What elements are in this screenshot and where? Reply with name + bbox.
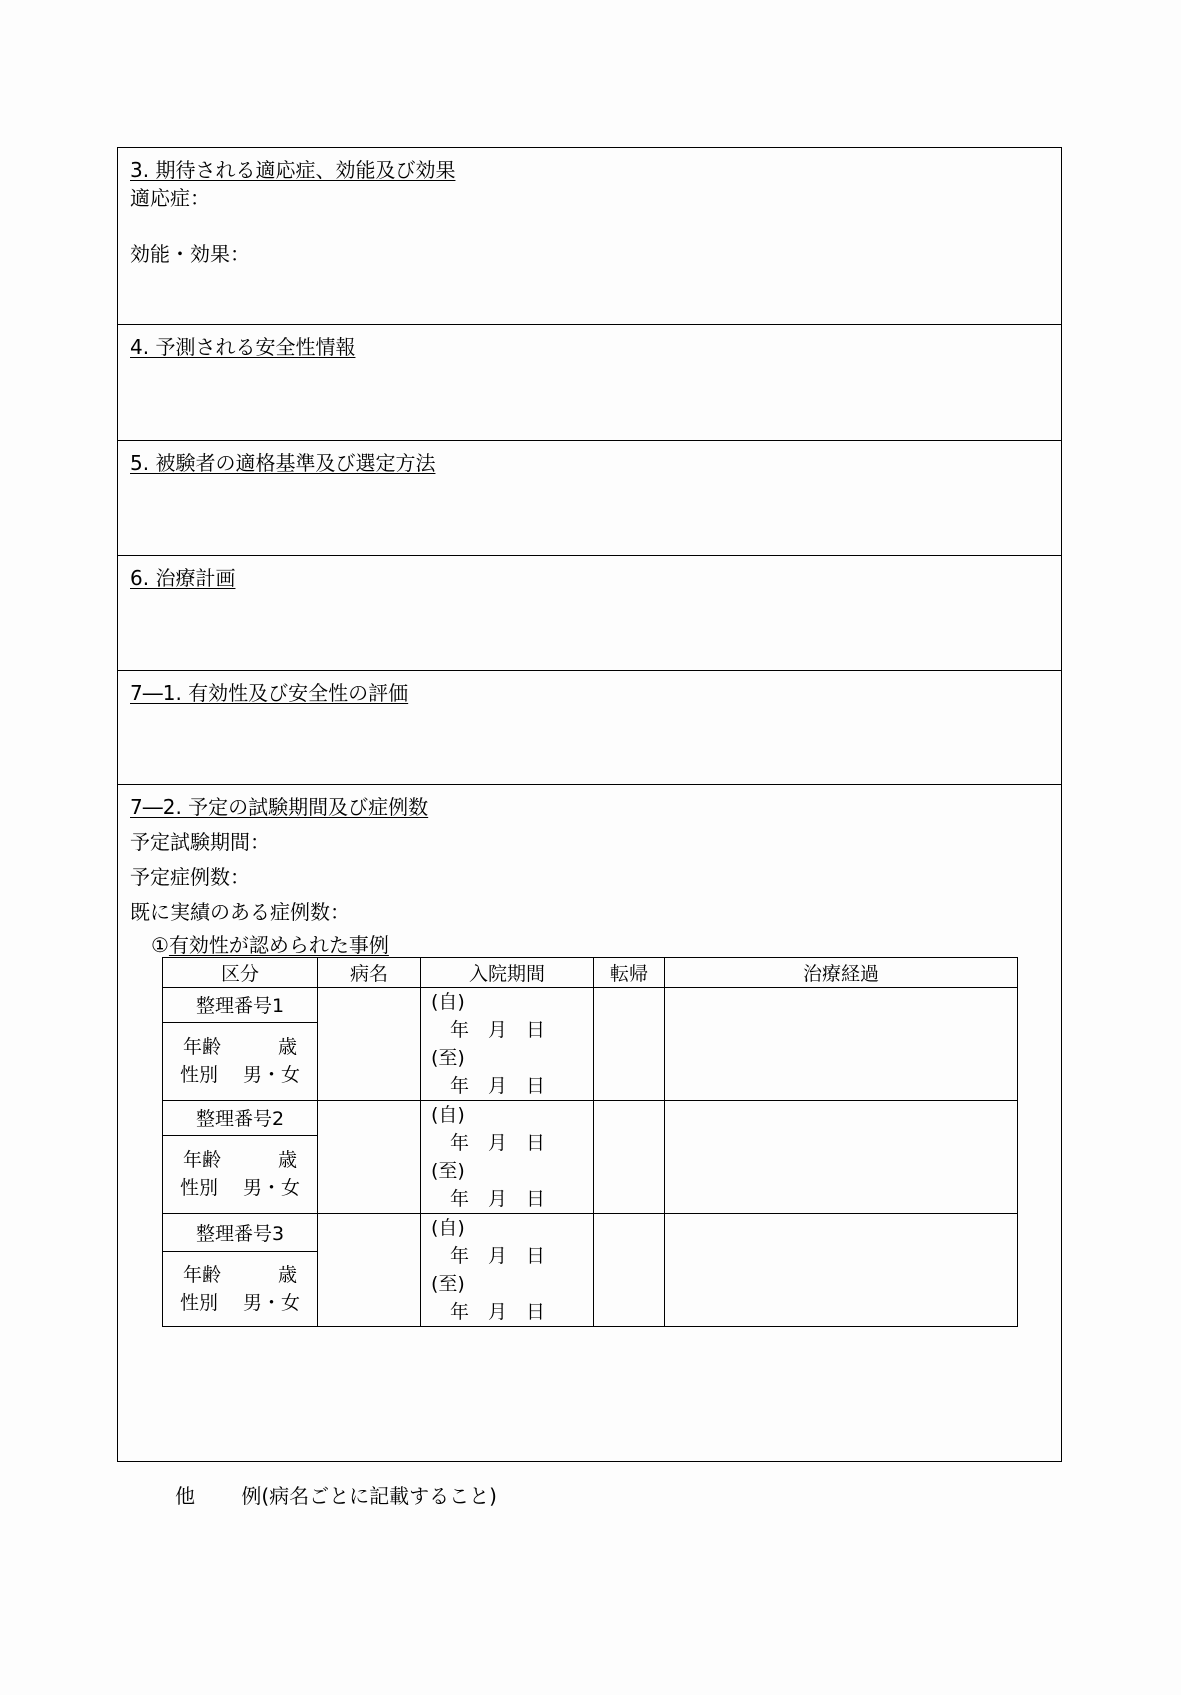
section-trial-period-cases (118, 785, 1061, 1508)
to-label: (至) (431, 1047, 465, 1069)
effective-cases-table (162, 957, 1018, 1327)
from-label: (自) (431, 1217, 465, 1239)
header-hospitalization-period: 入院期間 (421, 958, 594, 988)
section-heading: 7―2. 予定の試験期間及び症例数 (130, 795, 429, 819)
planned-period-label: 予定試験期間： (130, 830, 270, 854)
to-label: (至) (431, 1160, 465, 1182)
age-sex-cell[interactable] (163, 1252, 318, 1327)
section-heading: 7―1. 有効性及び安全性の評価 (130, 681, 409, 705)
efficacy-label: 効能・効果： (130, 242, 250, 266)
disease-name-cell[interactable] (318, 1101, 421, 1214)
planned-cases-label: 予定症例数： (130, 865, 250, 889)
sex-label: 性別 男・女 (179, 1177, 301, 1200)
from-label: (自) (431, 1104, 465, 1126)
case-id: 整理番号1 (163, 988, 318, 1023)
header-outcome: 転帰 (594, 958, 665, 988)
age-label: 年齢 歳 (182, 1149, 297, 1172)
to-date: 年 月 日 (431, 1301, 546, 1323)
treatment-course-cell[interactable] (665, 1214, 1018, 1327)
outcome-cell[interactable] (594, 1101, 665, 1214)
section-treatment-plan (118, 556, 1061, 671)
age-sex-cell[interactable] (163, 1135, 318, 1213)
to-label: (至) (431, 1273, 465, 1295)
section-heading: 5. 被験者の適格基準及び選定方法 (130, 451, 436, 475)
section-safety-info (118, 325, 1061, 441)
section-evaluation (118, 671, 1061, 785)
case-id: 整理番号3 (163, 1214, 318, 1252)
disease-name-cell[interactable] (318, 1214, 421, 1327)
indications-label: 適応症： (130, 186, 210, 210)
age-label: 年齢 歳 (182, 1036, 297, 1059)
subheading-text: 有効性が認められた事例 (168, 933, 389, 957)
age-label: 年齢 歳 (182, 1264, 297, 1287)
section-expected-indications (118, 148, 1061, 325)
table-row (163, 1214, 1018, 1252)
case-id: 整理番号2 (163, 1101, 318, 1136)
section-heading: 3. 期待される適応症、効能及び効果 (130, 158, 456, 182)
section-heading: 6. 治療計画 (130, 566, 236, 590)
hospitalization-period-cell[interactable] (421, 988, 594, 1101)
treatment-course-cell[interactable] (665, 988, 1018, 1101)
age-sex-cell[interactable] (163, 1022, 318, 1100)
outcome-cell[interactable] (594, 988, 665, 1101)
header-disease-name: 病名 (318, 958, 421, 988)
from-date: 年 月 日 (431, 1245, 546, 1267)
outcome-cell[interactable] (594, 1214, 665, 1327)
from-date: 年 月 日 (431, 1019, 546, 1041)
hospitalization-period-cell[interactable] (421, 1101, 594, 1214)
sex-label: 性別 男・女 (179, 1064, 301, 1087)
from-label: (自) (431, 991, 465, 1013)
section-heading: 4. 予測される安全性情報 (130, 335, 356, 359)
to-date: 年 月 日 (431, 1075, 546, 1097)
to-date: 年 月 日 (431, 1188, 546, 1210)
table-row (163, 988, 1018, 1023)
other-cases-note: 他 例(病名ごとに記載すること) (175, 1484, 497, 1508)
disease-name-cell[interactable] (318, 988, 421, 1101)
header-category: 区分 (163, 958, 318, 988)
application-form-frame (117, 147, 1062, 1508)
effective-cases-subheading (151, 933, 389, 957)
section-eligibility (118, 441, 1061, 556)
hospitalization-period-cell[interactable] (421, 1214, 594, 1327)
from-date: 年 月 日 (431, 1132, 546, 1154)
sex-label: 性別 男・女 (179, 1292, 301, 1315)
existing-cases-label: 既に実績のある症例数： (130, 900, 350, 924)
circled-number-marker: ① (151, 933, 169, 957)
table-row (163, 1101, 1018, 1136)
table-header-row (163, 958, 1018, 988)
treatment-course-cell[interactable] (665, 1101, 1018, 1214)
header-treatment-course: 治療経過 (665, 958, 1018, 988)
